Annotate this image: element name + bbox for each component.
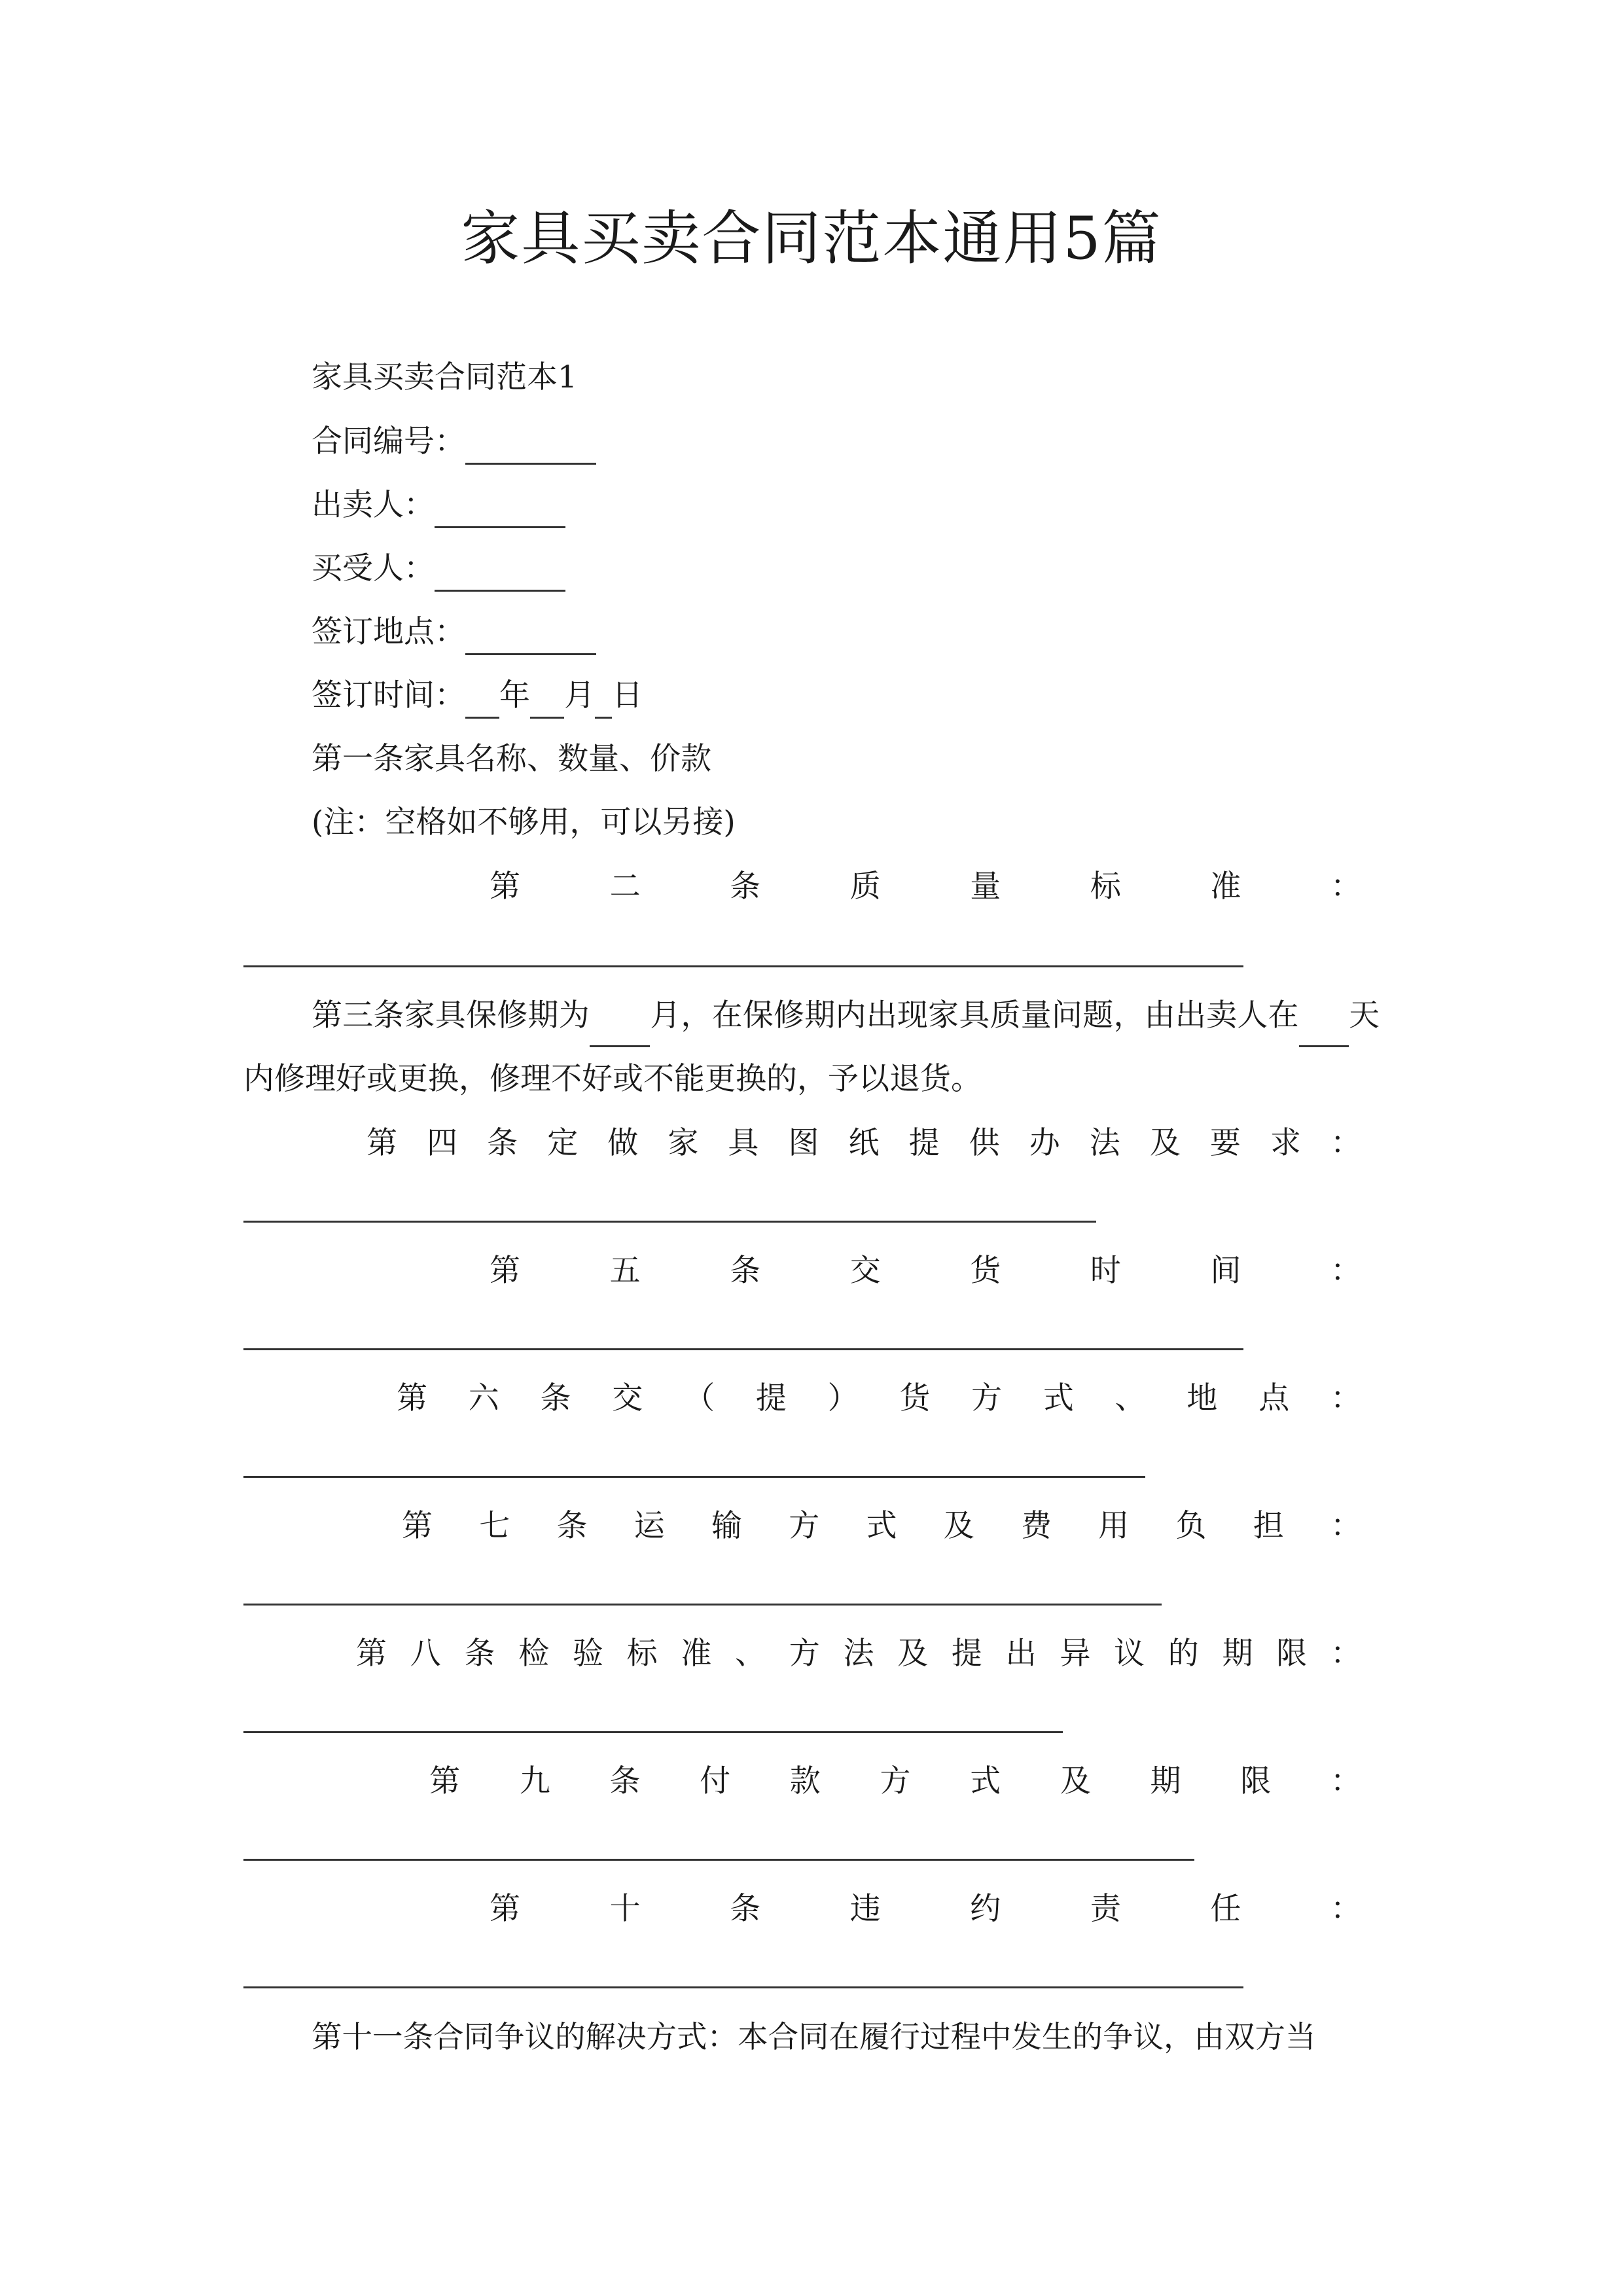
heading-char: 提 [951,1636,982,1672]
heading-char: 纸 [848,1125,880,1161]
contract-subtitle: 家具买卖合同范本1 [312,359,577,395]
heading-char: 质 [849,869,881,905]
article-2-heading [490,864,1361,910]
heading-char: 四 [427,1125,458,1161]
heading-char: 第 [397,1380,427,1416]
heading-char: 做 [607,1125,639,1161]
place-row [312,609,596,655]
place-blank [465,620,596,655]
article-3-text-b: 月，在保修期内出现家具质量问题，由出卖人在 [649,997,1299,1033]
heading-char: 任 [1210,1891,1241,1927]
contract-no-row [312,419,596,465]
heading-char: 八 [410,1636,441,1672]
article-4-heading [366,1121,1361,1166]
heading-char: 具 [728,1125,759,1161]
heading-char: 地 [1186,1380,1218,1416]
heading-char: 条 [730,869,761,905]
article-8-blank-line [243,1731,1063,1733]
heading-char: 款 [789,1763,821,1799]
heading-char: 货 [970,1253,1001,1289]
heading-char: 五 [609,1253,641,1289]
heading-char: 定 [547,1125,579,1161]
heading-char: 供 [969,1125,1000,1161]
heading-char: 限 [1240,1763,1272,1799]
heading-char: 负 [1175,1508,1207,1544]
heading-char: 条 [464,1636,495,1672]
heading-char: ： [1330,1763,1361,1799]
heading-char: ： [1330,1253,1361,1289]
article-4-blank-line [243,1221,1096,1223]
time-label: 签订时间： [312,677,465,713]
heading-char: 准 [681,1636,712,1672]
heading-char: 图 [788,1125,819,1161]
heading-char: 条 [556,1508,588,1544]
heading-char: 担 [1253,1508,1284,1544]
heading-char: ： [1330,1891,1361,1927]
heading-char: 违 [849,1891,881,1927]
heading-char: 及 [943,1508,974,1544]
heading-char: （ [684,1380,715,1416]
article-10-heading [490,1886,1361,1932]
seller-label: 出卖人： [312,487,435,523]
place-label: 签订地点： [312,614,465,650]
article-9-blank-line [243,1859,1194,1861]
article-3-text-c: 天内修理好或更换，修理不好或不能更换的，予以退货。 [243,997,1380,1097]
heading-char: 条 [540,1380,571,1416]
article-3-text-a: 第三条家具保修期为 [312,997,590,1033]
article-5-heading [490,1248,1361,1294]
warranty-months-blank [590,1013,650,1047]
document-title: 家具买卖合同范本通用5篇 [461,204,1162,273]
heading-char: 责 [1090,1891,1121,1927]
heading-char: 式 [1043,1380,1074,1416]
heading-char: 期 [1222,1636,1253,1672]
article-9-heading [429,1759,1361,1804]
heading-char: 费 [1021,1508,1052,1544]
article-1-heading: 第一条家具名称、数量、价款 [312,741,711,777]
heading-char: 货 [899,1380,931,1416]
buyer-blank [435,557,565,592]
heading-char: 第 [490,1253,520,1289]
heading-char: 、 [1115,1380,1146,1416]
year-label: 年 [499,677,530,713]
heading-char: 第 [490,1891,520,1927]
heading-char: 第 [490,869,520,905]
heading-char: 交 [849,1253,881,1289]
heading-char: 式 [970,1763,1001,1799]
heading-char: 运 [633,1508,665,1544]
heading-char: 异 [1060,1636,1091,1672]
heading-char: 方 [880,1763,911,1799]
heading-char: ： [1330,1508,1361,1544]
heading-char: 限 [1276,1636,1308,1672]
day-label: 日 [612,677,643,713]
heading-char: 间 [1210,1253,1241,1289]
heading-char: 交 [612,1380,643,1416]
heading-char: 要 [1209,1125,1241,1161]
heading-char: 标 [1090,869,1121,905]
heading-char: 时 [1090,1253,1121,1289]
heading-char: 九 [519,1763,550,1799]
article-3-paragraph [243,984,1380,1111]
article-2-blank-line [243,965,1243,967]
heading-char: 方 [789,1508,820,1544]
heading-char: ） [827,1380,859,1416]
heading-char: 期 [1150,1763,1181,1799]
heading-char: 检 [518,1636,550,1672]
heading-char: ： [1330,869,1361,905]
article-6-heading [397,1376,1361,1422]
heading-char: ： [1330,1125,1361,1161]
heading-char: 准 [1210,869,1241,905]
day-blank [595,684,612,719]
buyer-label: 买受人： [312,550,435,586]
month-label: 月 [564,677,595,713]
heading-char: 第 [402,1508,433,1544]
heading-char: ： [1330,1636,1361,1672]
heading-char: 提 [755,1380,787,1416]
heading-char: ： [1330,1380,1361,1416]
heading-char: 第 [356,1636,387,1672]
heading-char: 条 [609,1763,641,1799]
article-6-blank-line [243,1476,1145,1478]
month-blank [530,684,564,719]
heading-char: 求 [1270,1125,1301,1161]
heading-char: 约 [970,1891,1001,1927]
heading-char: 出 [1005,1636,1037,1672]
heading-char: 用 [1098,1508,1130,1544]
seller-row [312,482,565,528]
heading-char: 条 [487,1125,518,1161]
heading-char: 及 [897,1636,929,1672]
article-8-heading [356,1631,1361,1677]
heading-char: 验 [572,1636,603,1672]
heading-char: 付 [700,1763,731,1799]
heading-char: 十 [609,1891,641,1927]
time-row [312,673,643,719]
heading-char: 及 [1060,1763,1091,1799]
heading-char: 七 [479,1508,510,1544]
heading-char: 家 [668,1125,699,1161]
heading-char: 法 [843,1636,874,1672]
heading-char: 点 [1258,1380,1290,1416]
article-10-blank-line [243,1986,1243,1988]
contract-no-blank [465,430,596,465]
heading-char: 及 [1149,1125,1181,1161]
heading-char: 量 [970,869,1001,905]
heading-char: 办 [1029,1125,1060,1161]
heading-char: 六 [468,1380,499,1416]
heading-char: 第 [366,1125,397,1161]
article-7-blank-line [243,1604,1162,1605]
contract-no-label: 合同编号： [312,423,465,459]
article-7-heading [402,1503,1361,1549]
heading-char: 二 [609,869,641,905]
article-11-paragraph: 第十一条合同争议的解决方式：本合同在履行过程中发生的争议，由双方当 [312,2019,1316,2054]
heading-char: 议 [1114,1636,1145,1672]
buyer-row [312,546,565,592]
repair-days-blank [1299,1013,1349,1047]
heading-char: 的 [1168,1636,1199,1672]
heading-char: 、 [735,1636,766,1672]
heading-char: 方 [789,1636,820,1672]
heading-char: 条 [730,1253,761,1289]
heading-char: 方 [971,1380,1003,1416]
heading-char: 输 [711,1508,742,1544]
seller-blank [435,493,565,528]
heading-char: 第 [429,1763,460,1799]
heading-char: 标 [626,1636,658,1672]
heading-char: 法 [1089,1125,1120,1161]
heading-char: 式 [866,1508,897,1544]
year-blank [465,684,499,719]
heading-char: 条 [730,1891,761,1927]
heading-char: 提 [908,1125,940,1161]
table-note: (注：空格如不够用，可以另接) [312,804,736,840]
article-5-blank-line [243,1348,1243,1350]
